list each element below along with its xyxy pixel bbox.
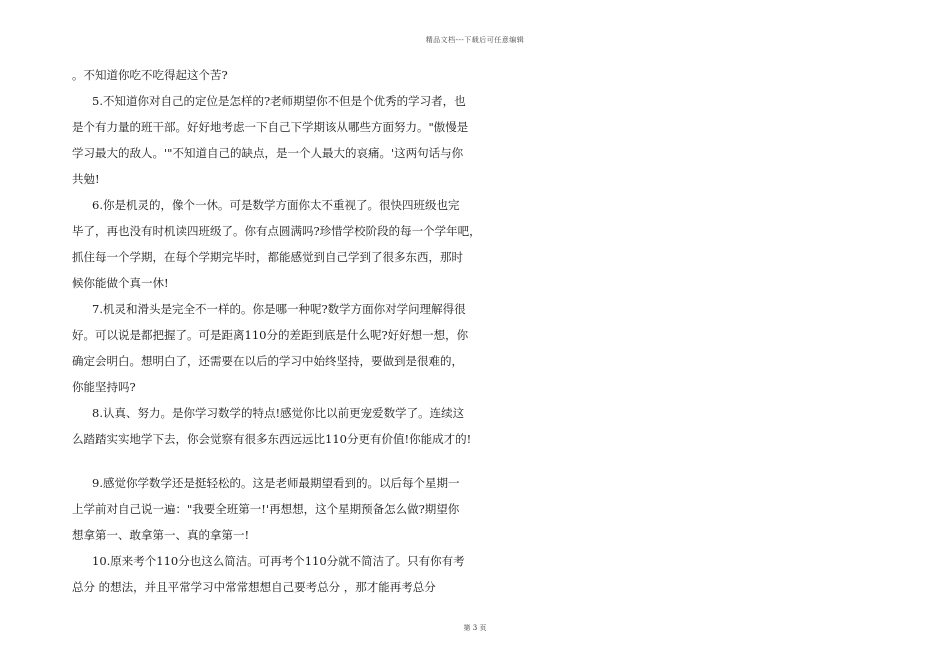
text-line: 抓住每一个学期，在每个学期完毕时，都能感觉到自己学到了很多东西，那时 bbox=[72, 250, 463, 264]
paragraph-gap bbox=[72, 452, 472, 470]
text-line: 毕了，再也没有时机读四班级了。你有点圆满吗?珍惜学校阶段的每一个学年吧， bbox=[72, 224, 481, 238]
text-line: 确定会明白。想明白了，还需要在以后的学习中始终坚持，要做到是很难的， bbox=[72, 354, 463, 368]
text-line: 总分 的想法，并且平常学习中常常想想自己要考总分 ，那才能再考总分 bbox=[72, 580, 436, 594]
document-body bbox=[72, 62, 481, 600]
text-line: 你能坚持吗? bbox=[72, 380, 136, 394]
text-line: 6.你是机灵的，像个一休。可是数学方面你太不重视了。很快四班级也完 bbox=[92, 198, 460, 212]
text-line: 是个有力量的班干部。好好地考虑一下自己下学期该从哪些方面努力。"傲慢是 bbox=[72, 120, 469, 134]
text-line: 想拿第一、敢拿第一、真的拿第一! bbox=[72, 528, 250, 542]
text-line: 么踏踏实实地学下去，你会觉察有很多东西远远比110分更有价值!你能成才的! bbox=[72, 432, 472, 446]
text-line: 。不知道你吃不吃得起这个苦? bbox=[72, 68, 228, 82]
text-line: 好。可以说是都把握了。可是距离110分的差距到底是什么呢?好好想一想，你 bbox=[72, 328, 469, 342]
page-header: 精品文档---下载后可任意编辑 bbox=[425, 36, 525, 44]
text-line: 9.感觉你学数学还是挺轻松的。这是老师最期望看到的。以后每个星期一 bbox=[92, 476, 460, 490]
text-line: 候你能做个真一休! bbox=[72, 276, 169, 290]
page-number: 第 3 页 bbox=[463, 624, 487, 632]
text-line: 7.机灵和滑头是完全不一样的。你是哪一种呢?数学方面你对学问理解得很 bbox=[92, 302, 466, 316]
text-line: 学习最大的敌人。'"不知道自己的缺点，是一个人最大的哀痛。'这两句话与你 bbox=[72, 146, 464, 160]
text-line: 上学前对自己说一遍："我要全班第一!'再想想，这个星期预备怎么做?期望你 bbox=[72, 502, 460, 516]
text-line: 10.原来考个110分也这么简洁。可再考个110分就不简洁了。只有你有考 bbox=[92, 554, 465, 568]
text-line: 共勉! bbox=[72, 172, 100, 186]
text-line: 8.认真、努力。是你学习数学的特点!感觉你比以前更宠爱数学了。连续这 bbox=[92, 406, 465, 420]
text-line: 5.不知道你对自己的定位是怎样的?老师期望你不但是个优秀的学习者，也 bbox=[92, 94, 466, 108]
